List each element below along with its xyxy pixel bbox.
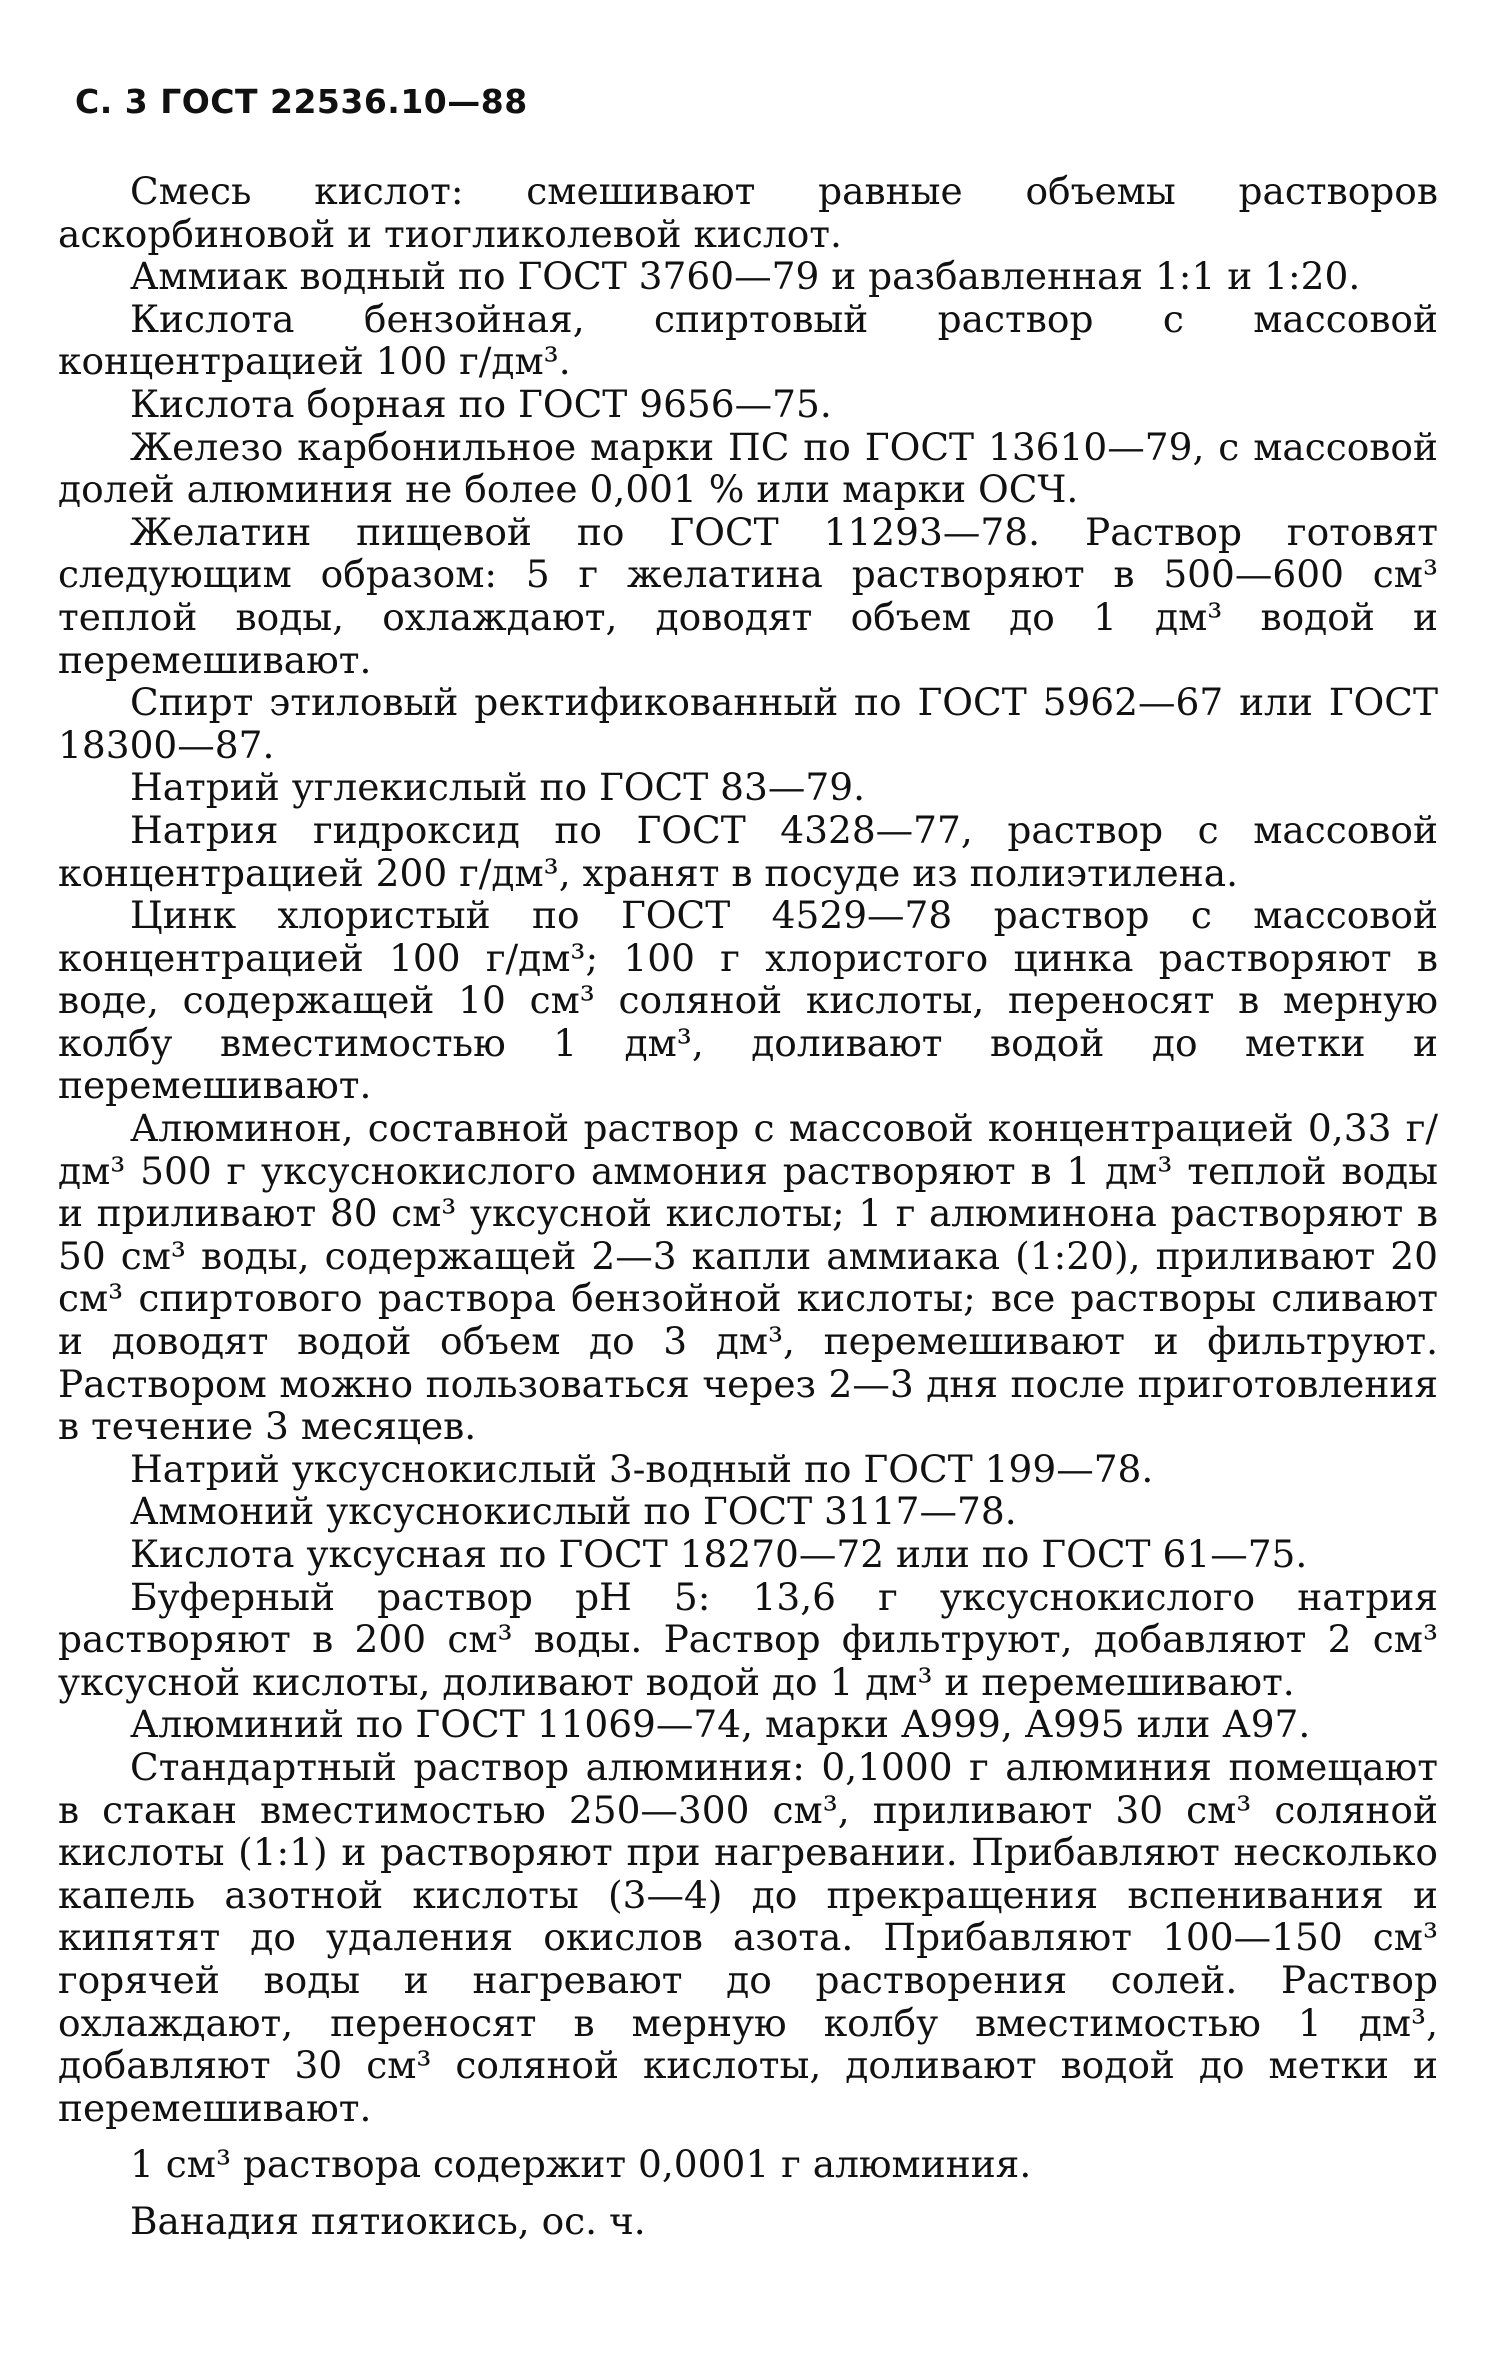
paragraph-gelatin: Желатин пищевой по ГОСТ 11293—78. Раствор готовят следующим образом: 5 г желатина растворяют в 500—600 см³ теплой воды, охлаждают, доводят объем до 1 дм³ водой и перемешивают. (58, 509, 1438, 682)
paragraph-buffer-solution: Буферный раствор рН 5: 13,6 г уксуснокислого натрия растворяют в 200 см³ воды. Раствор фильтруют, добавляют 2 см³ уксусной кислоты, доливают водой до 1 дм³ и перемешивают. (58, 1574, 1438, 1704)
paragraph-carbonyl-iron: Железо карбонильное марки ПС по ГОСТ 13610—79, с массовой долей алюминия не более 0,001 % или марки ОСЧ. (58, 424, 1438, 512)
paragraph-acid-mixture: Смесь кислот: смешивают равные объемы растворов аскорбиновой и тиогликолевой кислот. (58, 169, 1438, 256)
paragraph-vanadium-pentoxide: Ванадия пятиокись, ос. ч. (130, 2198, 646, 2243)
paragraph-sodium-carbonate: Натрий углекислый по ГОСТ 83—79. (130, 765, 866, 810)
paragraph-sodium-hydroxide: Натрия гидроксид по ГОСТ 4328—77, раствор с массовой концентрацией 200 г/дм³, хранят в посуде из полиэтилена. (58, 807, 1438, 895)
paragraph-ammonium-acetate: Аммоний уксуснокислый по ГОСТ 3117—78. (130, 1489, 1017, 1534)
paragraph-solution-content: 1 см³ раствора содержит 0,0001 г алюминия. (130, 2142, 1032, 2187)
paragraph-standard-solution: Стандартный раствор алюминия: 0,1000 г алюминия помещают в стакан вместимостью 250—300 см³, приливают 30 см³ соляной кислоты (1:1) и растворяют при нагревании. Прибавляют несколько капель азотной кислоты (3—4) до прекращения вспенивания и кипятят до удаления окислов азота. Прибавляют 100—150 см³ горячей воды и нагревают до растворения солей. Раствор охлаждают, переносят в мерную колбу вместимостью 1 дм³, добавляют 30 см³ соляной кислоты, доливают водой до метки и перемешивают. (58, 1744, 1438, 2130)
paragraph-acetic-acid: Кислота уксусная по ГОСТ 18270—72 или по ГОСТ 61—75. (130, 1532, 1308, 1576)
document-body (58, 170, 1438, 2243)
page-header: С. 3 ГОСТ 22536.10—88 (75, 82, 528, 121)
paragraph-ammonia: Аммиак водный по ГОСТ 3760—79 и разбавленная 1:1 и 1:20. (130, 254, 1361, 299)
paragraph-sodium-acetate: Натрий уксуснокислый 3-водный по ГОСТ 199—78. (130, 1446, 1154, 1491)
paragraph-zinc-chloride: Цинк хлористый по ГОСТ 4529—78 раствор с массовой концентрацией 100 г/дм³; 100 г хлористого цинка растворяют в воде, содержащей 10 см³ соляной кислоты, переносят в мерную колбу вместимостью 1 дм³, доливают водой до метки и перемешивают. (58, 893, 1438, 1108)
paragraph-aluminium: Алюминий по ГОСТ 11069—74, марки А999, А995 или А97. (130, 1702, 1311, 1747)
paragraph-benzoic-acid: Кислота бензойная, спиртовый раствор с массовой концентрацией 100 г/дм³. (58, 296, 1438, 384)
paragraph-boric-acid: Кислота борная по ГОСТ 9656—75. (130, 381, 832, 426)
paragraph-aluminon: Алюминон, составной раствор с массовой концентрацией 0,33 г/дм³ 500 г уксуснокислого аммония растворяют в 1 дм³ теплой воды и приливают 80 см³ уксусной кислоты; 1 г алюминона растворяют в 50 см³ воды, содержащей 2—3 капли аммиака (1:20), приливают 20 см³ спиртового раствора бензойной кислоты; все растворы сливают и доводят водой объем до 3 дм³, перемешивают и фильтруют. Раствором можно пользоваться через 2—3 дня после приготовления в течение 3 месяцев. (58, 1106, 1438, 1449)
paragraph-ethyl-alcohol: Спирт этиловый ректификованный по ГОСТ 5962—67 или ГОСТ 18300—87. (58, 680, 1438, 767)
